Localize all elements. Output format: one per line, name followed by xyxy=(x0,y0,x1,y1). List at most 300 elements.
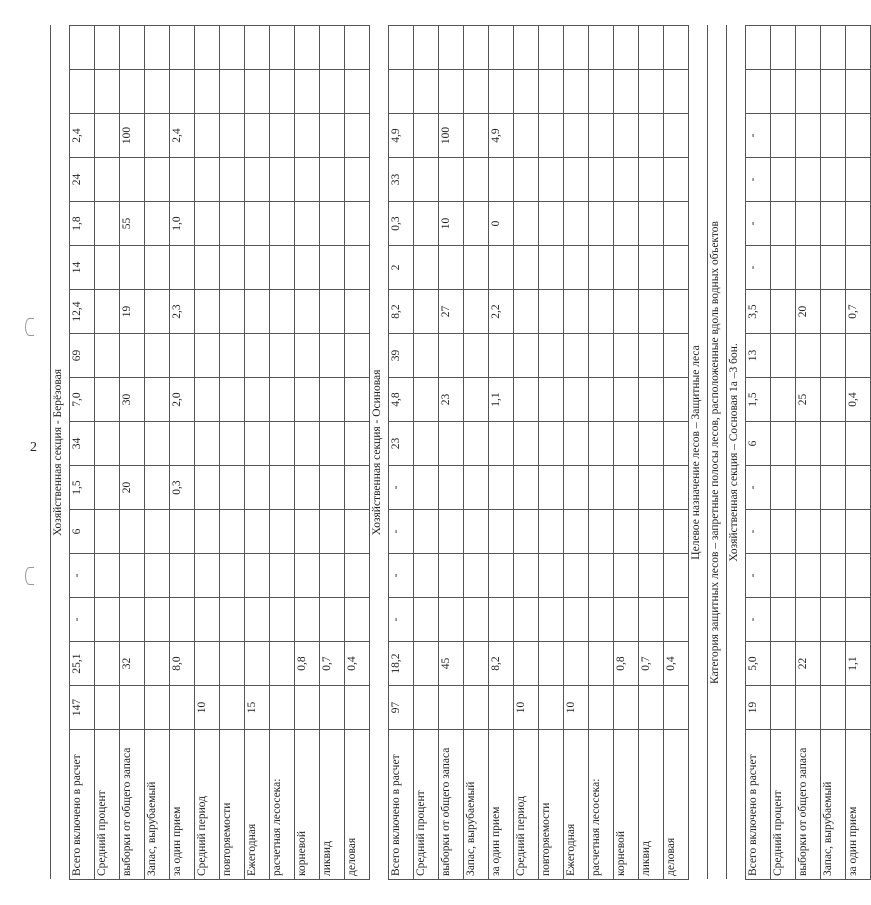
table-cell xyxy=(195,334,220,378)
table-cell xyxy=(95,510,120,554)
table-cell xyxy=(614,598,639,642)
table-cell: 2,4 xyxy=(70,114,95,158)
table-cell xyxy=(220,334,245,378)
table-cell: 20 xyxy=(120,466,145,510)
table-row xyxy=(539,26,564,880)
table-cell xyxy=(120,70,145,114)
table-cell: - xyxy=(70,554,95,598)
table-cell xyxy=(771,686,796,730)
table-cell xyxy=(614,202,639,246)
table-cell: - xyxy=(389,554,414,598)
table-cell xyxy=(846,202,871,246)
row-label: Всего включено в расчет xyxy=(70,730,95,880)
table-cell: 33 xyxy=(389,158,414,202)
table-cell: 22 xyxy=(796,642,821,686)
table-cell xyxy=(170,246,195,290)
table-cell xyxy=(120,598,145,642)
table-cell: 25 xyxy=(796,378,821,422)
table-cell xyxy=(245,510,270,554)
table-cell: 1,1 xyxy=(489,378,514,422)
table-row xyxy=(320,26,345,880)
table-cell xyxy=(270,158,295,202)
table-cell xyxy=(295,422,320,466)
table-cell xyxy=(614,686,639,730)
table-cell: 24 xyxy=(70,158,95,202)
table-cell xyxy=(746,70,771,114)
table-cell xyxy=(170,510,195,554)
table-cell xyxy=(614,26,639,70)
table-cell xyxy=(489,422,514,466)
table-cell xyxy=(589,466,614,510)
table-cell: 1,5 xyxy=(746,378,771,422)
table-cell xyxy=(345,598,370,642)
table-cell: 2,3 xyxy=(170,290,195,334)
section-title: Хозяйственная секция - Берёзовая xyxy=(51,26,70,880)
table-cell xyxy=(145,642,170,686)
table-cell xyxy=(414,422,439,466)
row-label: за один прием xyxy=(489,730,514,880)
table-cell: - xyxy=(746,510,771,554)
table-cell xyxy=(514,466,539,510)
table-cell xyxy=(639,158,664,202)
table-cell xyxy=(664,422,689,466)
table-cell: 55 xyxy=(120,202,145,246)
table-cell xyxy=(245,290,270,334)
row-label: Средний период xyxy=(514,730,539,880)
table-cell: 69 xyxy=(70,334,95,378)
table-cell: 27 xyxy=(439,290,464,334)
table-cell xyxy=(220,598,245,642)
table-cell xyxy=(439,554,464,598)
table-cell xyxy=(95,70,120,114)
table-cell xyxy=(439,158,464,202)
table-cell: 2,4 xyxy=(170,114,195,158)
row-label: Ежегодная xyxy=(564,730,589,880)
table-cell: 15 xyxy=(245,686,270,730)
table-cell xyxy=(796,246,821,290)
table-cell xyxy=(464,422,489,466)
table-cell xyxy=(639,554,664,598)
table-cell xyxy=(464,466,489,510)
table-cell xyxy=(195,246,220,290)
table-cell xyxy=(564,246,589,290)
table-cell xyxy=(589,510,614,554)
table-cell xyxy=(414,202,439,246)
table-cell xyxy=(821,70,846,114)
table-cell xyxy=(539,554,564,598)
table-cell xyxy=(270,202,295,246)
table-cell xyxy=(771,554,796,598)
table-cell xyxy=(345,246,370,290)
table-cell xyxy=(771,26,796,70)
table-cell xyxy=(771,642,796,686)
table-cell xyxy=(270,378,295,422)
table-cell xyxy=(796,202,821,246)
table-cell xyxy=(295,290,320,334)
table-cell: 2,0 xyxy=(170,378,195,422)
table-cell: 0,4 xyxy=(846,378,871,422)
table-cell: 0,4 xyxy=(664,642,689,686)
table-cell xyxy=(245,466,270,510)
table-cell xyxy=(564,510,589,554)
table-cell xyxy=(439,70,464,114)
table-cell: - xyxy=(389,510,414,554)
table-cell xyxy=(439,466,464,510)
table-cell xyxy=(195,26,220,70)
table-cell xyxy=(414,158,439,202)
table-row xyxy=(195,26,220,880)
table-cell xyxy=(664,378,689,422)
table-cell xyxy=(489,158,514,202)
binder-hole-mark xyxy=(25,567,34,585)
table-cell xyxy=(270,598,295,642)
table-cell xyxy=(539,686,564,730)
table-cell xyxy=(195,598,220,642)
table-cell xyxy=(514,26,539,70)
table-cell xyxy=(195,114,220,158)
table-cell xyxy=(245,642,270,686)
table-cell xyxy=(514,158,539,202)
table-cell xyxy=(464,554,489,598)
table-cell xyxy=(295,334,320,378)
table-cell xyxy=(220,158,245,202)
table-cell xyxy=(439,26,464,70)
table-cell xyxy=(771,334,796,378)
table-cell xyxy=(295,510,320,554)
table-cell: 0 xyxy=(489,202,514,246)
table-cell: - xyxy=(389,466,414,510)
table-cell xyxy=(664,158,689,202)
table-cell xyxy=(414,466,439,510)
table-cell xyxy=(345,466,370,510)
table-cell xyxy=(539,158,564,202)
table-cell: 7,0 xyxy=(70,378,95,422)
row-label: Запас, вырубаемый xyxy=(145,730,170,880)
table-cell xyxy=(145,158,170,202)
table-cell xyxy=(489,598,514,642)
table-cell xyxy=(771,158,796,202)
table-cell xyxy=(564,70,589,114)
table-cell xyxy=(414,114,439,158)
table-cell xyxy=(539,510,564,554)
table-cell xyxy=(145,686,170,730)
row-label: выборки от общего запаса xyxy=(439,730,464,880)
table-cell xyxy=(320,114,345,158)
table-cell xyxy=(220,70,245,114)
table-cell: 0,3 xyxy=(389,202,414,246)
table-cell xyxy=(539,70,564,114)
page-number: 2 xyxy=(30,440,37,455)
table-cell xyxy=(614,114,639,158)
table-cell xyxy=(220,202,245,246)
table-cell: 4,8 xyxy=(389,378,414,422)
table-cell xyxy=(771,378,796,422)
table-cell xyxy=(821,246,846,290)
table-cell xyxy=(589,378,614,422)
table-cell xyxy=(589,290,614,334)
table-cell xyxy=(664,554,689,598)
table-cell xyxy=(345,554,370,598)
table-cell xyxy=(564,26,589,70)
row-label: Средний период xyxy=(195,730,220,880)
table-cell xyxy=(796,158,821,202)
table-cell xyxy=(589,642,614,686)
table-cell xyxy=(539,114,564,158)
table-cell xyxy=(796,510,821,554)
table-cell xyxy=(614,158,639,202)
table-cell xyxy=(464,598,489,642)
table-cell xyxy=(564,378,589,422)
table-cell xyxy=(320,26,345,70)
table-cell xyxy=(195,378,220,422)
table-cell xyxy=(345,422,370,466)
row-label: выборки от общего запаса xyxy=(796,730,821,880)
table-cell xyxy=(195,642,220,686)
table-row xyxy=(771,26,796,880)
table-cell xyxy=(489,26,514,70)
table-cell xyxy=(95,202,120,246)
table-cell: 32 xyxy=(120,642,145,686)
table-cell xyxy=(270,246,295,290)
table-cell: 23 xyxy=(389,422,414,466)
table-cell xyxy=(95,686,120,730)
table-cell xyxy=(771,70,796,114)
table-cell xyxy=(120,510,145,554)
table-cell xyxy=(170,158,195,202)
section-title-row xyxy=(708,26,727,880)
table-cell xyxy=(95,554,120,598)
table-cell xyxy=(320,334,345,378)
table-cell xyxy=(320,202,345,246)
table-cell xyxy=(320,554,345,598)
table-cell xyxy=(195,70,220,114)
table-cell xyxy=(220,554,245,598)
table-cell xyxy=(414,510,439,554)
table-cell xyxy=(464,70,489,114)
table-cell xyxy=(564,158,589,202)
table-cell xyxy=(539,246,564,290)
table-row xyxy=(414,26,439,880)
table-cell: 8,0 xyxy=(170,642,195,686)
table-cell xyxy=(639,290,664,334)
table-cell xyxy=(614,378,639,422)
table-cell xyxy=(245,598,270,642)
table-cell xyxy=(195,290,220,334)
table-cell xyxy=(414,686,439,730)
table-cell xyxy=(195,422,220,466)
table-cell: 2,2 xyxy=(489,290,514,334)
table-cell xyxy=(614,246,639,290)
table-cell xyxy=(95,466,120,510)
table-cell xyxy=(220,290,245,334)
table-row xyxy=(489,26,514,880)
table-cell xyxy=(514,246,539,290)
table-row xyxy=(70,26,95,880)
table-cell xyxy=(464,202,489,246)
table-cell xyxy=(145,466,170,510)
table-cell xyxy=(295,598,320,642)
row-label: за один прием xyxy=(170,730,195,880)
table-cell xyxy=(614,554,639,598)
binder-hole-mark xyxy=(25,318,34,336)
row-label: Средний процент xyxy=(95,730,120,880)
table-cell xyxy=(771,466,796,510)
table-cell xyxy=(614,510,639,554)
table-cell xyxy=(245,554,270,598)
table-cell: 1,0 xyxy=(170,202,195,246)
table-cell xyxy=(220,26,245,70)
table-cell xyxy=(270,70,295,114)
table-cell xyxy=(489,466,514,510)
table-cell xyxy=(639,466,664,510)
table-cell xyxy=(514,114,539,158)
table-cell xyxy=(414,334,439,378)
table-cell: 0,7 xyxy=(639,642,664,686)
table-cell xyxy=(145,70,170,114)
table-cell xyxy=(514,510,539,554)
table-cell xyxy=(270,554,295,598)
table-cell: 97 xyxy=(389,686,414,730)
table-cell: 18,2 xyxy=(389,642,414,686)
table-cell xyxy=(846,598,871,642)
table-cell xyxy=(320,686,345,730)
table-cell xyxy=(464,334,489,378)
table-cell xyxy=(821,158,846,202)
table-cell xyxy=(439,334,464,378)
table-cell xyxy=(389,26,414,70)
table-cell xyxy=(70,70,95,114)
table-row xyxy=(170,26,195,880)
table-cell xyxy=(120,422,145,466)
table-cell xyxy=(320,466,345,510)
table-cell xyxy=(220,114,245,158)
table-cell: 0,4 xyxy=(345,642,370,686)
table-cell xyxy=(664,70,689,114)
table-cell xyxy=(846,114,871,158)
table-cell xyxy=(464,114,489,158)
table-cell xyxy=(345,70,370,114)
table-cell xyxy=(320,598,345,642)
table-cell xyxy=(220,422,245,466)
table-cell xyxy=(295,466,320,510)
row-label: повторяемости xyxy=(220,730,245,880)
table-cell: 10 xyxy=(439,202,464,246)
table-cell xyxy=(589,114,614,158)
table-cell xyxy=(664,466,689,510)
table-cell xyxy=(170,334,195,378)
table-cell xyxy=(771,422,796,466)
table-row xyxy=(664,26,689,880)
table-cell: 4,9 xyxy=(489,114,514,158)
table-cell xyxy=(514,202,539,246)
table-cell xyxy=(220,466,245,510)
table-cell xyxy=(245,202,270,246)
table-cell xyxy=(539,334,564,378)
table-cell xyxy=(821,378,846,422)
table-cell xyxy=(295,26,320,70)
table-cell xyxy=(846,334,871,378)
table-cell xyxy=(120,334,145,378)
table-cell xyxy=(170,686,195,730)
table-cell xyxy=(464,642,489,686)
table-cell xyxy=(389,70,414,114)
table-cell xyxy=(345,114,370,158)
table-cell xyxy=(95,290,120,334)
table-cell xyxy=(771,202,796,246)
table-cell xyxy=(589,598,614,642)
table-cell xyxy=(796,466,821,510)
table-cell xyxy=(464,290,489,334)
table-cell xyxy=(639,686,664,730)
table-cell xyxy=(539,378,564,422)
table-cell xyxy=(95,246,120,290)
table-cell: 147 xyxy=(70,686,95,730)
table-cell xyxy=(345,202,370,246)
section-title-row xyxy=(727,26,746,880)
table-cell xyxy=(514,334,539,378)
table-cell xyxy=(295,378,320,422)
table-cell xyxy=(846,686,871,730)
table-cell: 10 xyxy=(514,686,539,730)
table-cell xyxy=(514,554,539,598)
table-cell xyxy=(170,598,195,642)
table-cell xyxy=(320,378,345,422)
table-cell: - xyxy=(70,598,95,642)
table-cell xyxy=(145,114,170,158)
row-label: деловая xyxy=(664,730,689,880)
table-cell xyxy=(821,598,846,642)
table-cell xyxy=(664,510,689,554)
table-cell xyxy=(539,598,564,642)
section-title-row xyxy=(689,26,708,880)
table-cell: 19 xyxy=(120,290,145,334)
table-cell xyxy=(345,510,370,554)
table-cell xyxy=(796,598,821,642)
table-row xyxy=(295,26,320,880)
table-cell xyxy=(771,598,796,642)
table-cell xyxy=(464,378,489,422)
table-cell xyxy=(489,554,514,598)
table-cell xyxy=(195,158,220,202)
table-cell xyxy=(170,70,195,114)
table-cell xyxy=(846,158,871,202)
table-cell xyxy=(664,290,689,334)
section-title: Категория защитных лесов – запретные полосы лесов, расположенные вдоль водных объектов xyxy=(708,26,727,880)
row-label: деловая xyxy=(345,730,370,880)
table-cell: - xyxy=(746,114,771,158)
table-row xyxy=(439,26,464,880)
table-cell xyxy=(345,686,370,730)
table-cell xyxy=(414,598,439,642)
table-cell xyxy=(320,510,345,554)
table-cell xyxy=(564,642,589,686)
row-label: Средний процент xyxy=(771,730,796,880)
table-cell xyxy=(220,510,245,554)
table-cell: 30 xyxy=(120,378,145,422)
table-row xyxy=(639,26,664,880)
table-cell xyxy=(796,422,821,466)
table-cell xyxy=(345,158,370,202)
table-cell xyxy=(439,598,464,642)
row-label: ликвид xyxy=(320,730,345,880)
table-cell xyxy=(846,510,871,554)
table-row xyxy=(821,26,846,880)
table-cell: 1,1 xyxy=(846,642,871,686)
table-cell xyxy=(245,334,270,378)
table-cell: 20 xyxy=(796,290,821,334)
table-cell: 10 xyxy=(564,686,589,730)
table-cell xyxy=(796,554,821,598)
